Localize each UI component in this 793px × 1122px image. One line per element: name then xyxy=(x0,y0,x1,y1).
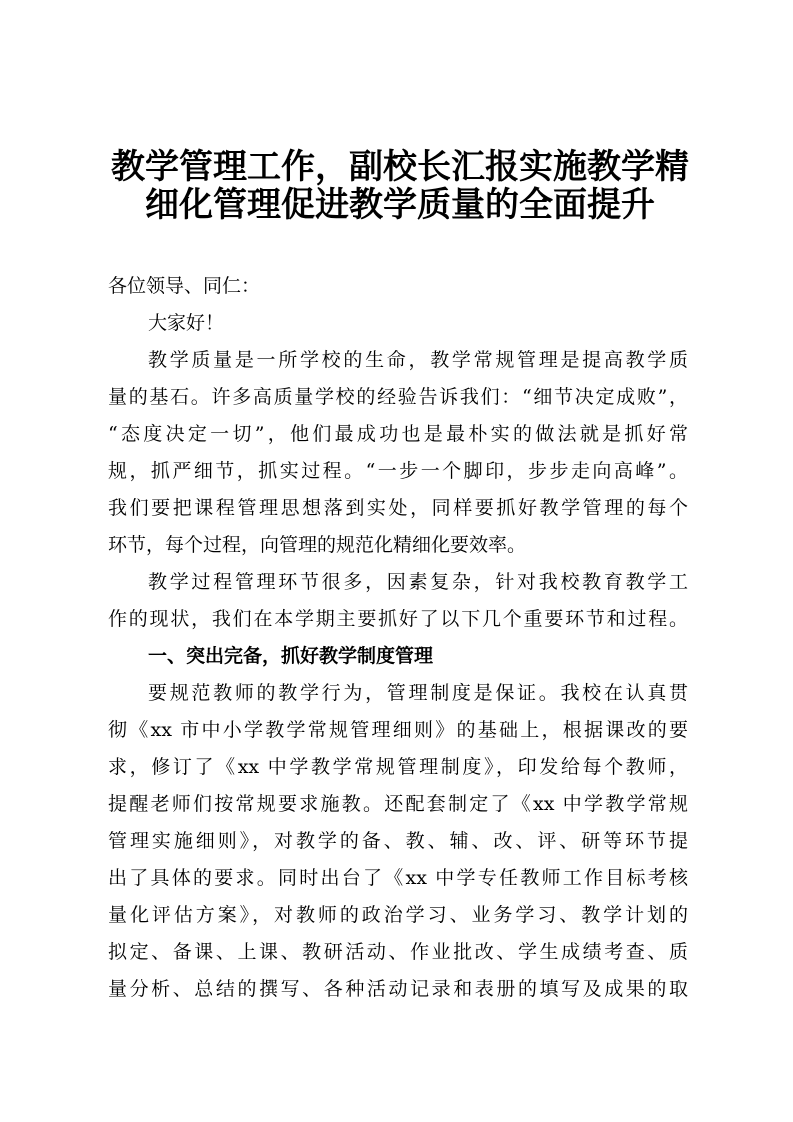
text-line: 出了具体的要求。同时出台了《xx 中学专任教师工作目标考核 xyxy=(108,867,688,889)
paragraph-2 xyxy=(108,564,688,638)
text-line: 我们要把课程管理思想落到实处，同样要抓好教学管理的每个 xyxy=(108,497,688,519)
text-line: 求，修订了《xx 中学教学常规管理制度》，印发给每个教师， xyxy=(108,756,688,778)
paragraph-1 xyxy=(108,342,688,564)
document-title xyxy=(100,148,700,224)
salutation: 各位领导、同仁： xyxy=(108,275,261,297)
document-body xyxy=(108,268,688,1008)
text-line: 管理实施细则》，对教学的备、教、辅、改、评、研等环节提 xyxy=(108,830,688,852)
text-line: 拟定、备课、上课、教研活动、作业批改、学生成绩考查、质 xyxy=(108,941,688,963)
text-line: 提醒老师们按常规要求施教。还配套制定了《xx 中学教学常规 xyxy=(108,793,688,815)
section-heading: 一、突出完备，抓好教学制度管理 xyxy=(148,645,434,667)
text-line: 量分析、总结的撰写、各种活动记录和表册的填写及成果的取 xyxy=(108,978,688,1000)
text-line: 环节，每个过程，向管理的规范化精细化要效率。 xyxy=(108,534,527,556)
text-line: 规，抓严细节，抓实过程。“一步一个脚印，步步走向高峰”。 xyxy=(108,460,688,482)
text-line: 作的现状，我们在本学期主要抓好了以下几个重要环节和过程。 xyxy=(108,608,688,630)
greeting: 大家好！ xyxy=(148,312,225,334)
text-line: 要规范教师的教学行为，管理制度是保证。我校在认真贯 xyxy=(148,682,688,704)
title-line: 教学管理工作，副校长汇报实施教学精 xyxy=(111,147,689,187)
text-line: “态度决定一切”，他们最成功也是最朴实的做法就是抓好常 xyxy=(108,423,688,445)
paragraph-3 xyxy=(108,675,688,1008)
text-line: 教学质量是一所学校的生命，教学常规管理是提高教学质 xyxy=(148,349,688,371)
title-line: 细化管理促进教学质量的全面提升 xyxy=(145,185,655,225)
text-line: 量化评估方案》，对教师的政治学习、业务学习、教学计划的 xyxy=(108,904,688,926)
text-line: 彻《xx 市中小学教学常规管理细则》的基础上，根据课改的要 xyxy=(108,719,688,741)
text-line: 教学过程管理环节很多，因素复杂，针对我校教育教学工 xyxy=(148,571,688,593)
text-line: 量的基石。许多高质量学校的经验告诉我们：“细节决定成败”， xyxy=(108,386,688,408)
